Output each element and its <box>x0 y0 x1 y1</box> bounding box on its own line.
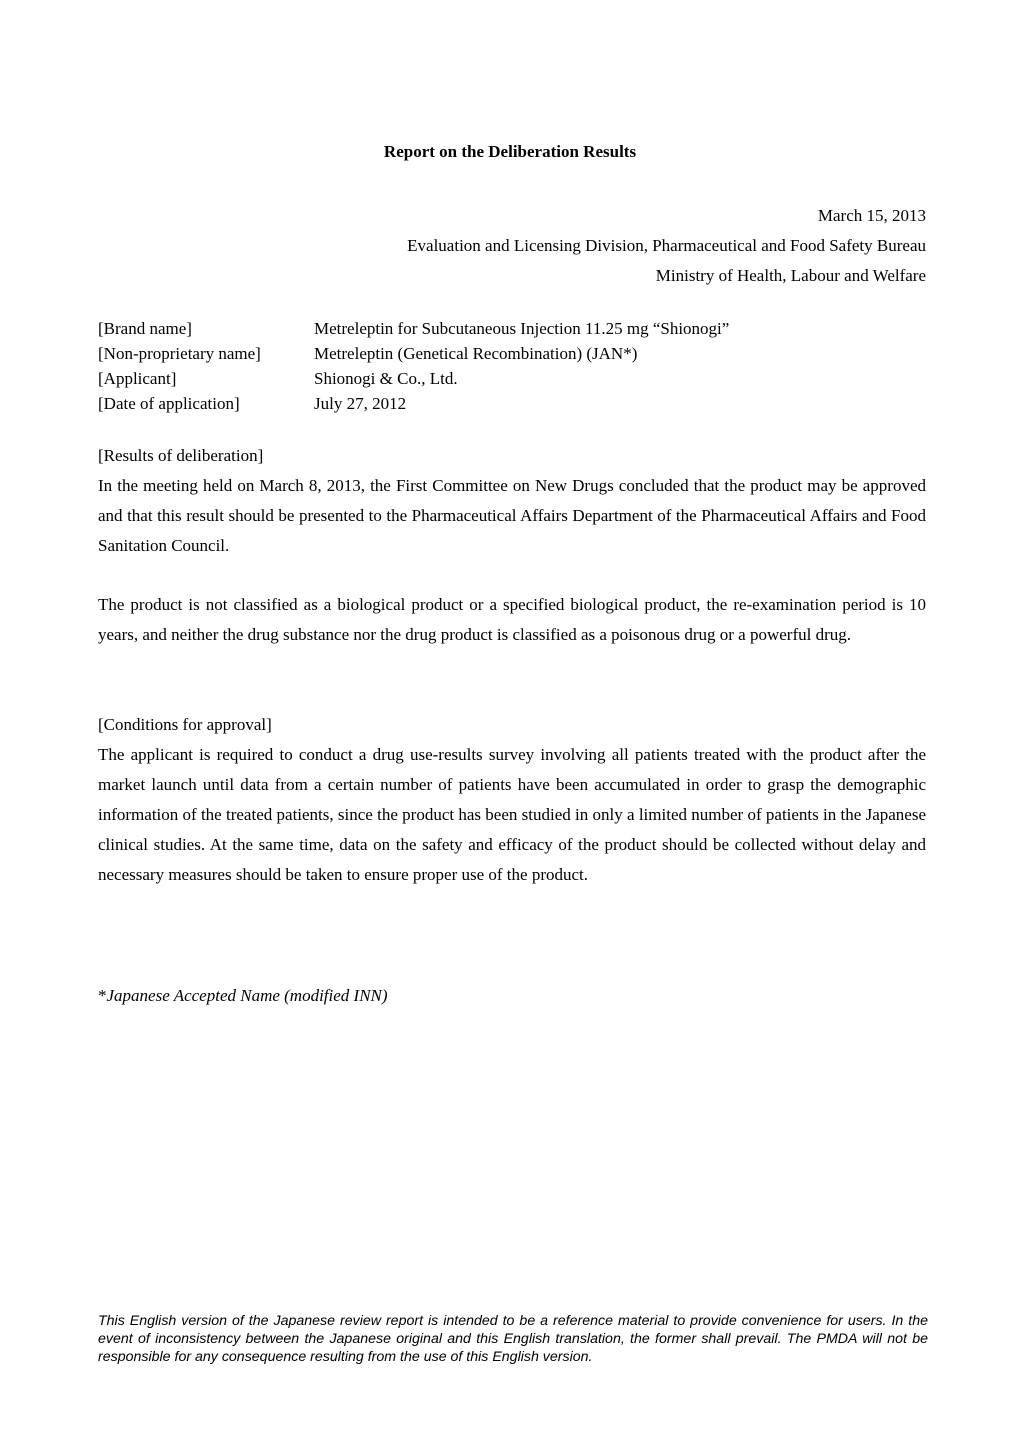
issuing-division: Evaluation and Licensing Division, Pharmaceutical and Food Safety Bureau <box>407 236 926 255</box>
info-value: Shionogi & Co., Ltd. <box>314 369 458 388</box>
info-value: Metreleptin (Genetical Recombination) (JAN*) <box>314 344 638 363</box>
info-value: Metreleptin for Subcutaneous Injection 11.25 mg “Shionogi” <box>314 319 730 338</box>
results-paragraph: In the meeting held on March 8, 2013, the First Committee on New Drugs concluded that the product may be approved and that this result should be presented to the Pharmaceutical Affairs Department of the Pharmaceutical Affairs and Food Sanitation Council. <box>98 476 926 555</box>
conditions-paragraph: The applicant is required to conduct a drug use-results survey involving all patients treated with the product after the market launch until data from a certain number of patients have been accumulated in order to grasp the demographic information of the treated patients, since the product has been studied in only a limited number of patients in the Japanese clinical studies. At the same time, data on the safety and efficacy of the product should be collected without delay and necessary measures should be taken to ensure proper use of the product. <box>98 745 926 884</box>
info-row-date-of-application <box>98 391 729 416</box>
footnote-marker: * <box>98 986 107 1005</box>
classification-paragraph: The product is not classified as a biological product or a specified biological product, the re-examination period is 10 years, and neither the drug substance nor the drug product is classified as a poisonous drug or a powerful drug. <box>98 595 926 644</box>
info-label: [Brand name] <box>98 319 192 338</box>
results-section <box>98 441 926 561</box>
classification-section <box>98 590 926 650</box>
translation-disclaimer: This English version of the Japanese review report is intended to be a reference material to provide convenience for users. In the event of inconsistency between the Japanese original and this English translation, the former shall prevail. The PMDA will not be responsible for any consequence resulting from the use of this English version. <box>98 1313 928 1365</box>
info-value: July 27, 2012 <box>314 394 407 413</box>
info-row-applicant <box>98 366 729 391</box>
issuing-ministry: Ministry of Health, Labour and Welfare <box>655 266 926 285</box>
info-label: [Applicant] <box>98 369 177 388</box>
conditions-section <box>98 710 926 890</box>
product-info-table <box>98 316 729 416</box>
issuer-block <box>407 201 926 291</box>
info-row-brand-name <box>98 316 729 341</box>
conditions-heading: [Conditions for approval] <box>98 715 272 734</box>
results-heading: [Results of deliberation] <box>98 446 264 465</box>
info-label: [Non-proprietary name] <box>98 344 261 363</box>
info-row-non-proprietary-name <box>98 341 729 366</box>
footnote <box>98 986 388 1006</box>
info-label: [Date of application] <box>98 394 240 413</box>
report-date: March 15, 2013 <box>817 206 926 225</box>
page-title: Report on the Deliberation Results <box>383 142 637 161</box>
footnote-text: Japanese Accepted Name (modified INN) <box>106 986 388 1005</box>
